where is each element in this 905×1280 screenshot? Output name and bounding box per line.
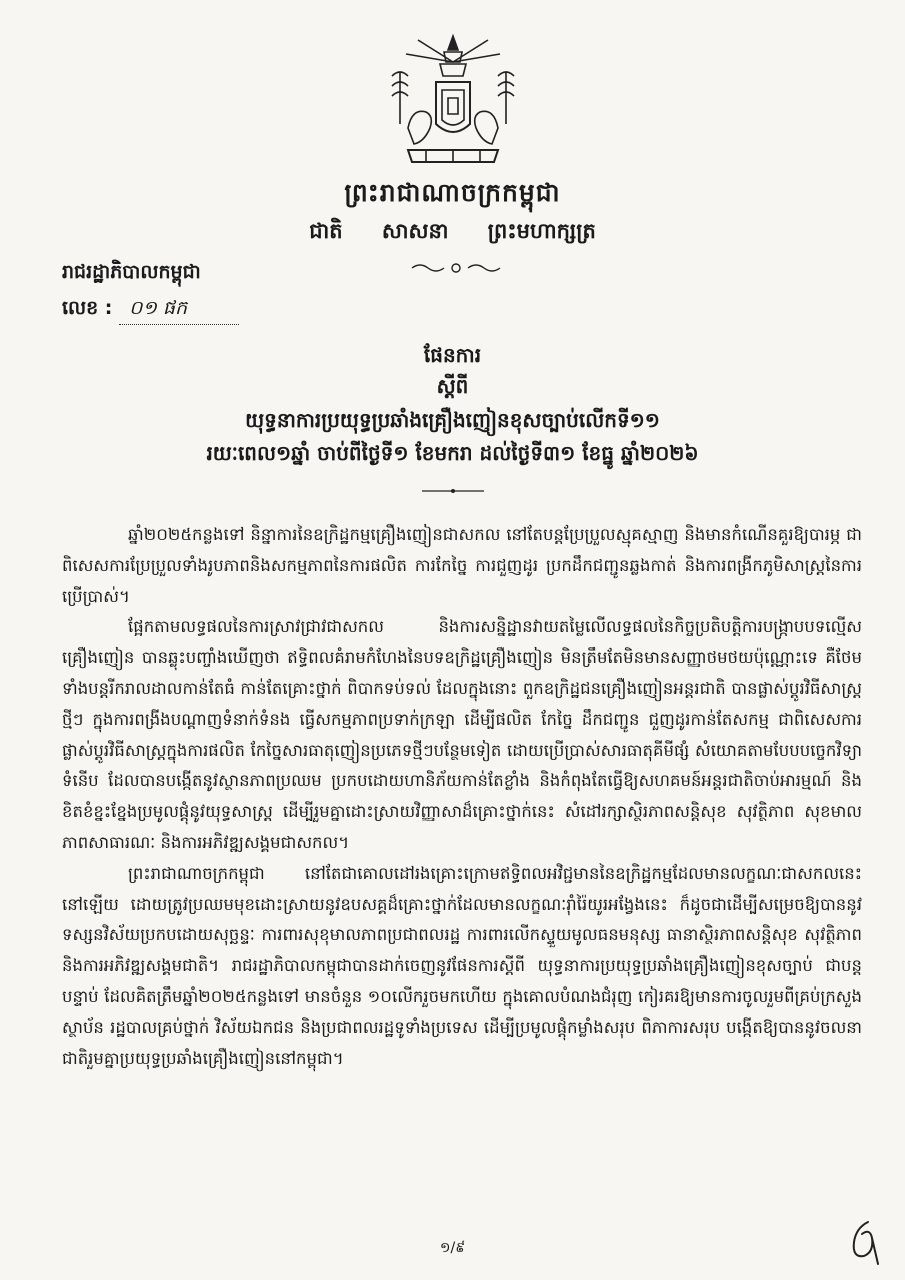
body-paragraph: ឆ្នាំ២០២៥កន្លងទៅ និន្នាការនៃឧក្រិដ្ឋកម្មគ្រឿងញៀនជាសកល នៅតែបន្តប្រែប្រួលស្មុគស្មាញ និងមានកំណើនគួរឱ្យបារម្ភ ជាពិសេសការប្រែប្រួលទាំងរូបភាពនិងសកម្មភាពនៃការផលិត ការកែច្នៃ ការជួញដូរ ប្រកដឹកជញ្ជូនឆ្លងកាត់ និងការពង្រីកភូមិសាស្ត្រនៃការប្រើប្រាស់។ bbox=[62, 525, 862, 606]
kingdom-name: ព្រះរាជាណាចក្រកម្ពុជា bbox=[344, 178, 561, 207]
issuing-authority: រាជរដ្ឋាភិបាលកម្ពុជា bbox=[62, 261, 201, 283]
document-about: ស្តីពី bbox=[436, 374, 469, 398]
body-paragraph: ផ្អែកតាមលទ្ធផលនៃការស្រាវជ្រាវជាសកល និងការសន្និដ្ឋានវាយតម្លៃលើលទ្ធផលនៃកិច្ចប្រតិបត្តិការបង្ក្រាបបទល្មើសគ្រឿងញៀន បានឆ្លុះបញ្ចាំងឃើញថា ឥទ្ធិពលគំរាមកំហែងនៃបទឧក្រិដ្ឋគ្រឿងញៀន មិនត្រឹមតែមិនមានសញ្ញាថមថយប៉ុណ្ណោះទេ គឺថែមទាំងបន្តរីករាលដាលកាន់តែធំ កាន់តែគ្រោះថ្នាក់ ពិបាកទប់ទល់ ដែលក្នុងនោះ ពួកឧក្រិដ្ឋជនគ្រឿងញៀនអន្តរជាតិ បានផ្លាស់ប្តូរវិធីសាស្ត្រថ្មីៗ ក្នុងការពង្រីងបណ្តាញទំនាក់ទំនង ធ្វើសកម្មភាពប្រទាក់ក្រឡា ដើម្បីផលិត កែច្នៃ ដឹកជញ្ជូន ជួញដូរកាន់តែសកម្ម ជាពិសេសការផ្លាស់ប្តូរវិធីសាស្ត្រក្នុងការផលិត កែច្នៃសារធាតុញៀនប្រភេទថ្មីៗបន្ថែមទៀត ដោយប្រើប្រាស់សារធាតុគីមីផ្សំ សំយោគតាមបែបបច្ចេកវិទ្យាទំនើប ដែលបានបង្កើតនូវស្ថានភាពប្រឈម ប្រកបដោយហានិភ័យកាន់តែខ្លាំង និងកំពុងតែធ្វើឱ្យសហគមន៍អន្តរជាតិចាប់អារម្មណ៍ និងខិតខំខ្នះខ្នែងប្រមូលផ្តុំនូវយុទ្ធសាស្ត្រ ដើម្បីរួមគ្នាដោះស្រាយវិញ្ញាសាដ៏គ្រោះថ្នាក់នេះ សំដៅរក្សាស្ថិរភាពសន្តិសុខ សុវត្ថិភាព សុខមាលភាពសាធារណៈ និងការអភិវឌ្ឍសង្គមជាសកល។ bbox=[62, 617, 862, 852]
handwritten-initial-icon bbox=[842, 1218, 882, 1266]
document-body bbox=[62, 520, 862, 1074]
page-number: ១/៩ bbox=[439, 1240, 466, 1256]
royal-arms-of-cambodia-icon bbox=[378, 32, 528, 172]
national-motto: ជាតិ សាសនា ព្រះមហាក្សត្រ bbox=[309, 219, 596, 243]
document-type: ផែនការ bbox=[423, 343, 482, 367]
document-subject bbox=[40, 404, 865, 470]
body-paragraph: ព្រះរាជាណាចក្រកម្ពុជា នៅតែជាគោលដៅរងគ្រោះក្រោមឥទ្ធិពលអវិជ្ជមាននៃឧក្រិដ្ឋកម្មដែលមានលក្ខណៈជាសកលនេះនៅឡើយ ដោយត្រូវប្រឈមមុខដោះស្រាយនូវឧបសគ្គដ៏គ្រោះថ្នាក់ដែលមានលក្ខណៈរ៉ាំរ៉ៃយូរអង្វែងនេះ ក៏ដូចជាដើម្បីសម្រេចឱ្យបាននូវទស្សនវិស័យប្រកបដោយសុច្ឆន្ទៈ ការពារសុខុមាលភាពប្រជាពលរដ្ឋ ការពារលើកស្ទួយមូលធនមនុស្ស ធានាស្ថិរភាពសន្តិសុខ សុវត្ថិភាព និងការអភិវឌ្ឍសង្គមជាតិ។ រាជរដ្ឋាភិបាលកម្ពុជាបានដាក់ចេញនូវផែនការស្តីពី យុទ្ធនាការប្រយុទ្ធប្រឆាំងគ្រឿងញៀនខុសច្បាប់ ជាបន្តបន្ទាប់ ដែលគិតត្រឹមឆ្នាំ២០២៥កន្លងទៅ មានចំនួន ១០លើករួចមកហើយ ក្នុងគោលបំណងជំរុញ កៀរគរឱ្យមានការចូលរួមពីគ្រប់ក្រសួង ស្ថាប័ន រដ្ឋបាលគ្រប់ថ្នាក់ វិស័យឯកជន និងប្រជាពលរដ្ឋទូទាំងប្រទេស ដើម្បីប្រមូលផ្តុំកម្លាំងសរុប ពិភាការសរុប បង្កើតឱ្យបាននូវចលនាជាតិរួមគ្នាប្រយុទ្ធប្រឆាំងគ្រឿងញៀននៅកម្ពុជា។ bbox=[62, 863, 862, 1068]
subject-line-2: រយៈពេល១ឆ្នាំ ចាប់ពីថ្ងៃទី១ ខែមករា ដល់ថ្ងៃទី៣១ ខែធ្នូ ឆ្នាំ២០២៦ bbox=[206, 441, 699, 465]
document-number bbox=[62, 296, 239, 325]
ornament-divider-icon bbox=[410, 260, 502, 276]
title-divider-icon bbox=[420, 488, 486, 494]
document-number-label: លេខ : bbox=[62, 297, 113, 319]
document-number-value: ០១ ផក bbox=[119, 296, 239, 325]
subject-line-1: យុទ្ធនាការប្រយុទ្ធប្រឆាំងគ្រឿងញៀនខុសច្បាប់លើកទី១១ bbox=[245, 408, 660, 432]
